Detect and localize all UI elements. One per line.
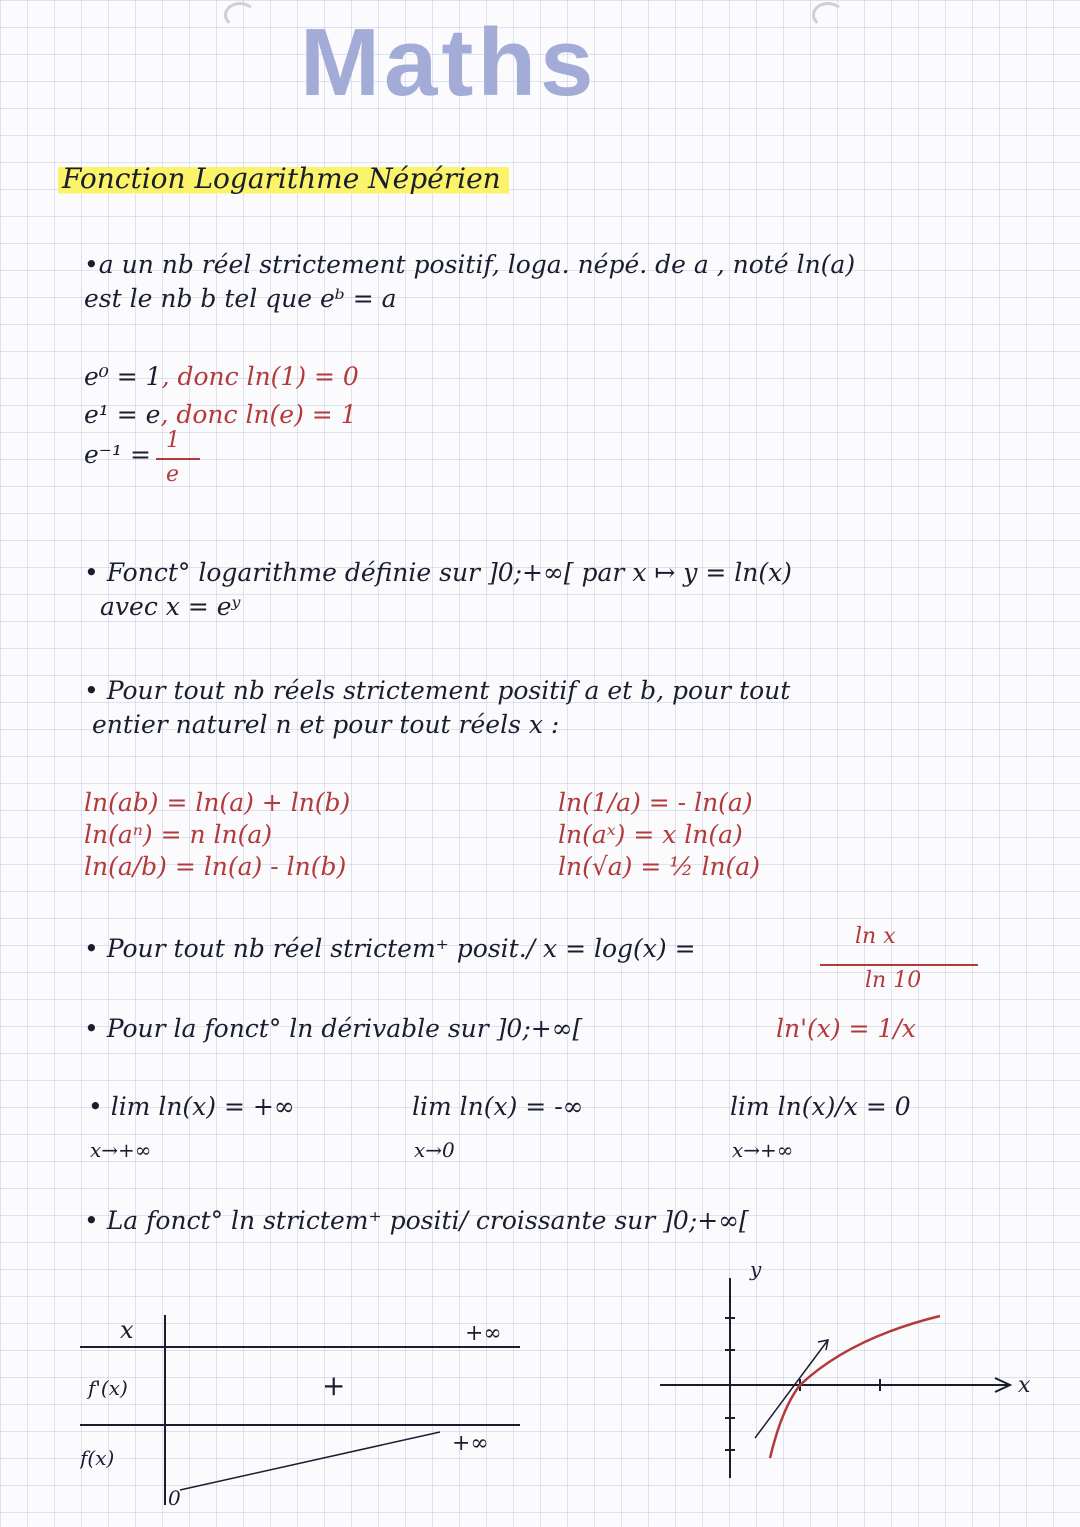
limite-plus-infini: • lim ln(x) = +∞ bbox=[88, 1092, 295, 1121]
definition-line-2: est le nb b tel que eᵇ = a bbox=[84, 284, 397, 313]
propriete-quotient: ln(a/b) = ln(a) - ln(b) bbox=[84, 852, 347, 881]
table-x-label: x bbox=[120, 1316, 134, 1344]
variation-table bbox=[80, 1300, 540, 1520]
y-axis-label: y bbox=[750, 1258, 762, 1281]
identity-em1-den: e bbox=[166, 462, 180, 487]
binder-ring bbox=[224, 2, 256, 28]
identity-e0-lhs: e⁰ = 1 bbox=[84, 362, 162, 391]
propriete-racine: ln(√a) = ½ ln(a) bbox=[558, 852, 760, 881]
derivee-line: • Pour la fonct° ln dérivable sur ]0;+∞[ bbox=[84, 1014, 583, 1043]
identity-em1-lhs: e⁻¹ = bbox=[84, 440, 151, 469]
table-f-start: 0 bbox=[168, 1486, 181, 1510]
table-x-end: +∞ bbox=[465, 1321, 502, 1346]
binder-ring bbox=[812, 2, 844, 28]
x-axis-label: x bbox=[1018, 1373, 1031, 1398]
table-f-end: +∞ bbox=[452, 1431, 489, 1456]
identity-e0 bbox=[84, 362, 359, 391]
identity-em1-num: 1 bbox=[166, 428, 180, 453]
section-title: Fonction Logarithme Népérien bbox=[58, 162, 509, 197]
identity-em1 bbox=[84, 440, 151, 469]
page-title: Maths bbox=[300, 9, 598, 116]
table-fprime-label: f'(x) bbox=[88, 1376, 128, 1400]
variation-arrow bbox=[180, 1432, 440, 1490]
fraction-bar bbox=[156, 458, 200, 460]
log10-num: ln x bbox=[855, 924, 896, 949]
derivee-formula: ln'(x) = 1/x bbox=[776, 1014, 916, 1043]
propriete-puissance: ln(aⁿ) = n ln(a) bbox=[84, 820, 273, 849]
limite-zero-sub: x→0 bbox=[414, 1138, 455, 1162]
croissance-line: • La fonct° ln strictem⁺ positi/ croissante sur ]0;+∞[ bbox=[84, 1206, 749, 1235]
identity-e0-rhs: , donc ln(1) = 0 bbox=[161, 362, 359, 391]
table-sign: + bbox=[322, 1369, 346, 1402]
proprietes-intro-2: entier naturel n et pour tout réels x : bbox=[92, 710, 560, 739]
limite-quotient: lim ln(x)/x = 0 bbox=[730, 1092, 911, 1121]
identity-e1-rhs: , donc ln(e) = 1 bbox=[160, 400, 357, 429]
fonction-line-2: avec x = eʸ bbox=[100, 592, 241, 621]
table-f-label: f(x) bbox=[80, 1446, 115, 1470]
identity-e1-lhs: e¹ = e bbox=[84, 400, 161, 429]
limite-plus-infini-sub: x→+∞ bbox=[90, 1138, 152, 1162]
fonction-line-1: • Fonct° logarithme définie sur ]0;+∞[ par x ↦ y = ln(x) bbox=[84, 558, 792, 587]
limite-quotient-sub: x→+∞ bbox=[732, 1138, 794, 1162]
log10-den: ln 10 bbox=[865, 968, 922, 993]
log10-fraction-bar bbox=[820, 964, 978, 966]
identity-e1 bbox=[84, 400, 357, 429]
ln-graph bbox=[650, 1258, 1040, 1488]
log10-line: • Pour tout nb réel strictem⁺ posit./ x = log(x) = bbox=[84, 934, 696, 963]
propriete-inverse: ln(1/a) = - ln(a) bbox=[558, 788, 753, 817]
tangent-line bbox=[755, 1340, 828, 1438]
proprietes-intro-1: • Pour tout nb réels strictement positif a et b, pour tout bbox=[84, 676, 791, 705]
ln-curve bbox=[770, 1316, 940, 1458]
limite-zero: lim ln(x) = -∞ bbox=[412, 1092, 584, 1121]
propriete-exposant: ln(aˣ) = x ln(a) bbox=[558, 820, 743, 849]
definition-line-1: •a un nb réel strictement positif, loga. népé. de a , noté ln(a) bbox=[84, 250, 856, 279]
propriete-produit: ln(ab) = ln(a) + ln(b) bbox=[84, 788, 351, 817]
